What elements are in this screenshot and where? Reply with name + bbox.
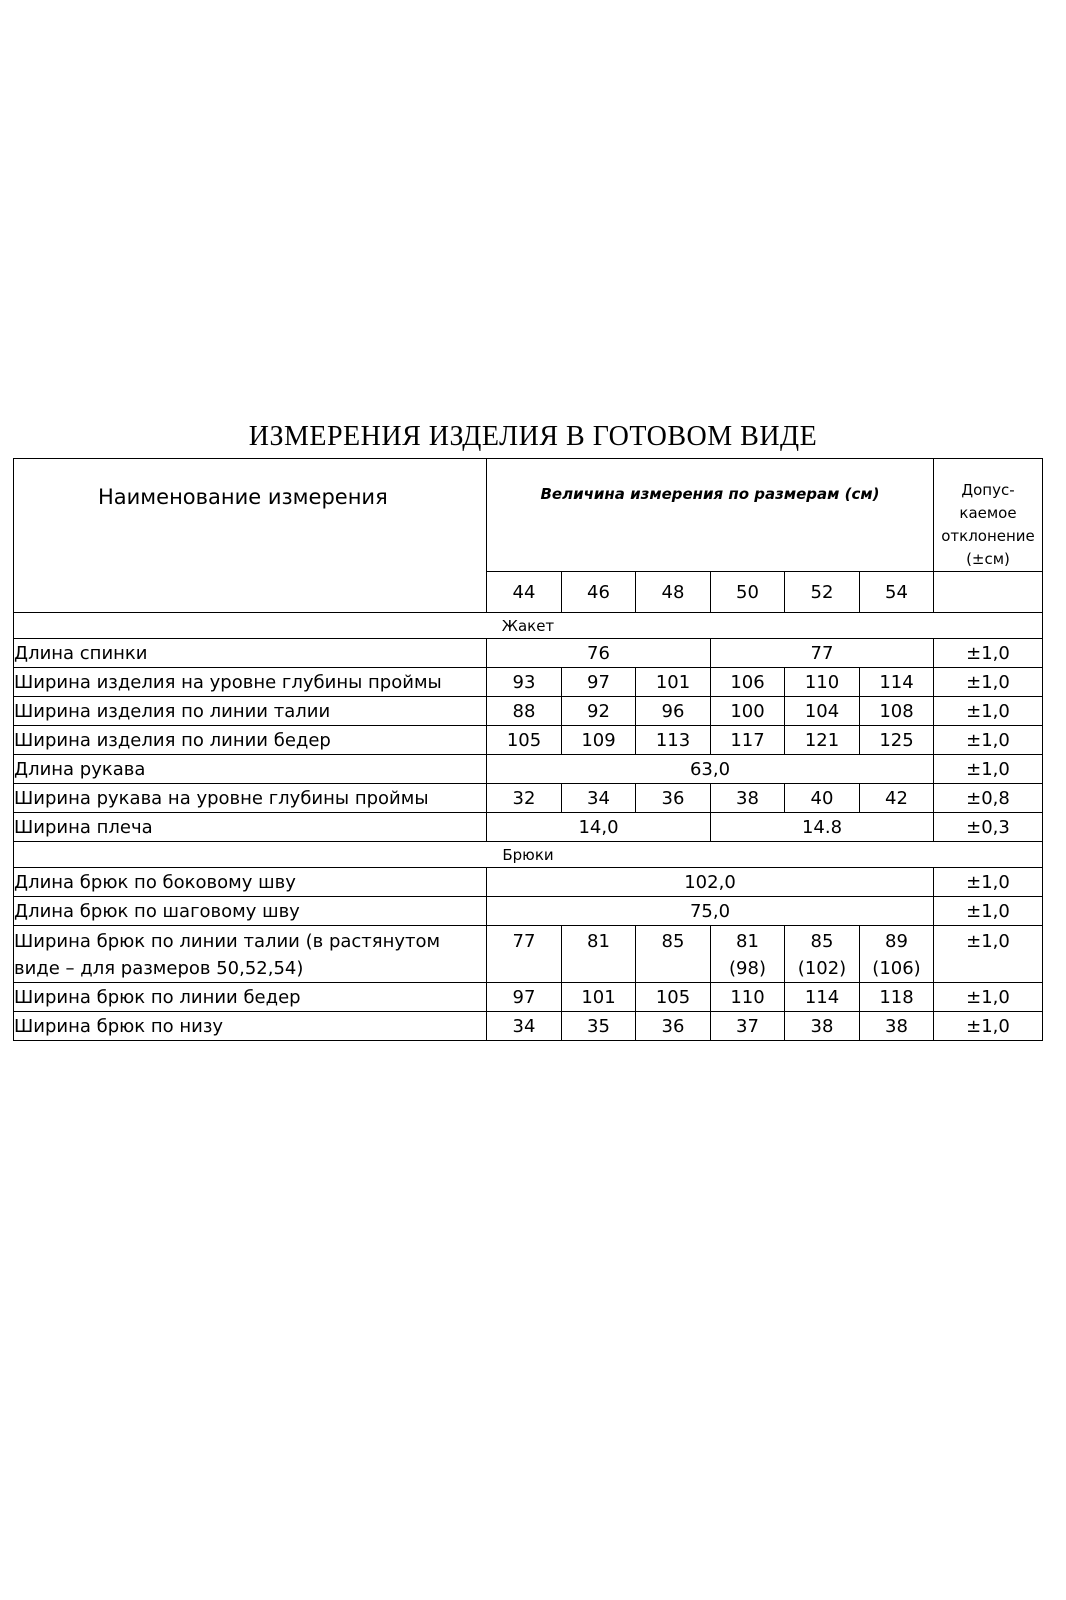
row-name: Длина брюк по боковому шву [14, 868, 487, 897]
value-line-stretched: (102) [797, 958, 847, 979]
value-cell: 114 [785, 983, 860, 1012]
row-name: Длина брюк по шаговому шву [14, 897, 487, 926]
table-row [14, 813, 1043, 842]
value-cell: 118 [860, 983, 934, 1012]
value-cell: 93 [487, 668, 562, 697]
value-cell: 100 [711, 697, 785, 726]
size-header: 46 [562, 572, 636, 613]
value-cell: 105 [487, 726, 562, 755]
table-row [14, 726, 1043, 755]
value-line-stretched: (106) [872, 958, 921, 979]
row-name: Ширина брюк по низу [14, 1012, 487, 1041]
value-cell [785, 926, 860, 983]
section-title-jacket: Жакет [14, 613, 1043, 639]
row-name: Ширина изделия на уровне глубины проймы [14, 668, 487, 697]
row-name: Ширина брюк по линии талии (в растянутом виде – для размеров 50,52,54) [14, 926, 487, 983]
table-row [14, 755, 1043, 784]
value-cell: 101 [636, 668, 711, 697]
table-row [14, 784, 1043, 813]
value-cell: 40 [785, 784, 860, 813]
tolerance-cell: ±1,0 [934, 639, 1043, 668]
value-line: 89 [885, 931, 908, 952]
value-cell: 38 [711, 784, 785, 813]
tolerance-cell: ±0,3 [934, 813, 1043, 842]
value-cell: 102,0 [487, 868, 934, 897]
tolerance-cell: ±1,0 [934, 697, 1043, 726]
value-cell: 104 [785, 697, 860, 726]
value-cell: 38 [860, 1012, 934, 1041]
value-cell: 75,0 [487, 897, 934, 926]
value-cell: 108 [860, 697, 934, 726]
value-cell: 85 [636, 926, 711, 983]
tolerance-cell: ±1,0 [934, 926, 1043, 983]
value-cell: 42 [860, 784, 934, 813]
table-row [14, 983, 1043, 1012]
size-header: 52 [785, 572, 860, 613]
header-size-group: Величина измерения по размерам (см) [487, 459, 934, 572]
tolerance-cell: ±1,0 [934, 755, 1043, 784]
table-row [14, 1012, 1043, 1041]
value-cell: 35 [562, 1012, 636, 1041]
tolerance-cell: ±1,0 [934, 983, 1043, 1012]
value-cell: 97 [562, 668, 636, 697]
table-row [14, 868, 1043, 897]
value-line: 81 [736, 931, 759, 952]
value-cell: 77 [487, 926, 562, 983]
row-name: Ширина плеча [14, 813, 487, 842]
row-name: Длина спинки [14, 639, 487, 668]
tolerance-cell: ±1,0 [934, 726, 1043, 755]
value-cell: 38 [785, 1012, 860, 1041]
table-row [14, 668, 1043, 697]
size-header: 48 [636, 572, 711, 613]
value-cell: 113 [636, 726, 711, 755]
size-header: 44 [487, 572, 562, 613]
value-cell: 36 [636, 784, 711, 813]
value-cell: 34 [487, 1012, 562, 1041]
row-name: Ширина изделия по линии бедер [14, 726, 487, 755]
value-cell: 109 [562, 726, 636, 755]
value-cell: 14.8 [711, 813, 934, 842]
tolerance-cell: ±1,0 [934, 868, 1043, 897]
value-line-stretched: (98) [729, 958, 766, 979]
header-tolerance: Допус-каемое отклонение (±см) [934, 459, 1043, 572]
value-cell: 96 [636, 697, 711, 726]
value-cell: 125 [860, 726, 934, 755]
value-cell: 76 [487, 639, 711, 668]
value-cell: 110 [785, 668, 860, 697]
value-cell: 63,0 [487, 755, 934, 784]
section-title-trousers: Брюки [14, 842, 1043, 868]
row-name: Ширина рукава на уровне глубины проймы [14, 784, 487, 813]
value-cell: 34 [562, 784, 636, 813]
value-cell: 92 [562, 697, 636, 726]
value-cell: 110 [711, 983, 785, 1012]
value-cell: 88 [487, 697, 562, 726]
size-header: 50 [711, 572, 785, 613]
table-row [14, 897, 1043, 926]
row-name: Длина рукава [14, 755, 487, 784]
value-cell: 114 [860, 668, 934, 697]
page-title: ИЗМЕРЕНИЯ ИЗДЕЛИЯ В ГОТОВОМ ВИДЕ [248, 421, 818, 452]
value-cell: 81 [562, 926, 636, 983]
value-cell [860, 926, 934, 983]
value-cell: 14,0 [487, 813, 711, 842]
measurements-table [13, 458, 1043, 1041]
tolerance-cell: ±1,0 [934, 668, 1043, 697]
table-row [14, 639, 1043, 668]
value-cell: 101 [562, 983, 636, 1012]
table-row [14, 926, 1043, 983]
row-name: Ширина изделия по линии талии [14, 697, 487, 726]
header-name: Наименование измерения [14, 459, 487, 613]
value-cell [711, 926, 785, 983]
size-header: 54 [860, 572, 934, 613]
empty-cell [934, 572, 1043, 613]
row-name: Ширина брюк по линии бедер [14, 983, 487, 1012]
value-line: 85 [810, 931, 834, 952]
value-cell: 105 [636, 983, 711, 1012]
value-cell: 121 [785, 726, 860, 755]
tolerance-cell: ±1,0 [934, 1012, 1043, 1041]
table-row [14, 697, 1043, 726]
value-cell: 106 [711, 668, 785, 697]
value-cell: 37 [711, 1012, 785, 1041]
value-cell: 117 [711, 726, 785, 755]
value-cell: 32 [487, 784, 562, 813]
value-cell: 36 [636, 1012, 711, 1041]
value-cell: 77 [711, 639, 934, 668]
tolerance-cell: ±1,0 [934, 897, 1043, 926]
value-cell: 97 [487, 983, 562, 1012]
tolerance-cell: ±0,8 [934, 784, 1043, 813]
